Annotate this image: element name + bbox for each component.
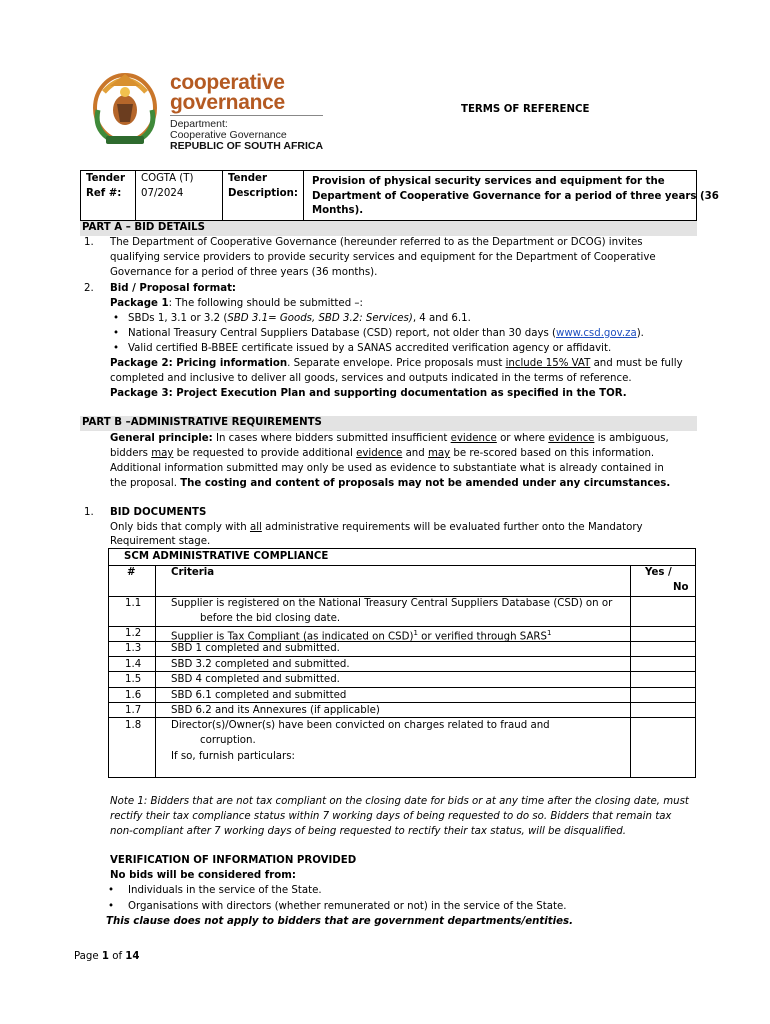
csd-link[interactable]: www.csd.gov.za [556,328,637,339]
bid-docs-line1: Only bids that comply with all administrative requirements will be evaluated further onto the Mandatory [110,522,643,533]
compliance-row-text: SBD 1 completed and submitted. [171,643,340,654]
tender-ref-value: COGTA (T) 07/2024 [141,173,194,199]
logo-word-governance: governance [170,91,285,114]
part-a-item1-num: 1. [84,237,94,248]
package2-line: Package 2: Pricing information. Separate envelope. Price proposals must include 15% VAT and must be fully [110,358,683,369]
general-principle-l2: bidders may be requested to provide additional evidence and may be re-scored based on this information. [110,448,655,459]
compliance-row-num: 1.3 [125,643,142,654]
compliance-row-num: 1.2 [125,628,142,639]
part-a-item2-num: 2. [84,283,94,294]
compliance-col-criteria: Criteria [171,567,215,578]
tender-ref-label: Tender Ref #: [86,173,125,199]
verification-heading: VERIFICATION OF INFORMATION PROVIDED [110,855,357,866]
logo-word-cooperative: cooperative [170,71,285,94]
tax-note: Note 1: Bidders that are not tax compliant on the closing date for bids or at any time after the closing date, must rectify their tax compliance status within 7 working days of being requested to do so. Bidders that remain tax non-compliant after 7 working days of being requested to rectify their tax status, will be disqualified. [110,796,689,838]
part-a-heading: PART A – BID DETAILS [82,222,206,233]
tender-table [80,170,719,221]
compliance-row-num: 1.5 [125,674,142,685]
compliance-col-yes: Yes / [645,567,672,578]
compliance-row-text: Director(s)/Owner(s) have been convicted on charges related to fraud and corruption. [171,720,550,747]
compliance-col-num: # [127,567,136,578]
compliance-row-num: 1.7 [125,705,142,716]
package1-bullet-sbd: SBDs 1, 3.1 or 3.2 (SBD 3.1= Goods, SBD 3.2: Services), 4 and 6.1. [128,313,471,324]
compliance-furnish: If so, furnish particulars: [171,751,295,762]
compliance-row-text: Supplier is registered on the National Treasury Central Suppliers Database (CSD) on or before the bid closing date. [171,598,613,625]
compliance-row-text: SBD 3.2 completed and submitted. [171,659,350,670]
compliance-row-num: 1.8 [125,720,142,731]
compliance-row-num: 1.6 [125,690,142,701]
package1-bullet-csd: National Treasury Central Suppliers Database (CSD) report, not older than 30 days (www.csd.gov.za). [128,328,644,339]
department-logo [90,70,330,152]
package1-line: Package 1: The following should be submitted –: [110,298,363,309]
general-principle-l1: General principle: In cases where bidders submitted insufficient evidence or where evidence is ambiguous, [110,433,669,444]
bullet-dot: • [108,885,115,896]
logo-divider [170,115,323,116]
verification-sub: No bids will be considered from: [110,870,296,881]
tender-description: Provision of physical security services and equipment for the Department of Cooperative Governance for a period of three years (36 Months). [312,176,719,216]
compliance-row-text: Supplier is Tax Compliant (as indicated on CSD)$^1$ or verified through SARS$^1$ [171,629,552,643]
bid-docs-num: 1. [84,507,94,518]
compliance-title: SCM ADMINISTRATIVE COMPLIANCE [124,551,329,562]
bullet-dot: • [113,343,120,354]
package3-line: Package 3: Project Execution Plan and supporting documentation as specified in the TOR. [110,388,627,399]
compliance-row-num: 1.4 [125,659,142,670]
compliance-row-text: SBD 6.2 and its Annexures (if applicable) [171,705,380,716]
compliance-row-text: SBD 6.1 completed and submitted [171,690,347,701]
package1-bullet-bbbee: Valid certified B-BBEE certificate issued by a SANAS accredited verification agency or affidavit. [128,343,612,354]
tender-desc-label: Tender Description: [228,173,298,199]
bullet-dot: • [108,901,115,912]
page-title: TERMS OF REFERENCE [461,104,590,115]
part-a-item1: The Department of Cooperative Governance (hereunder referred to as the Department or DCOG) invites qualifying service providers to provide security services and equipment for the Department of Cooperative Governance for a period of three years (36 months). [110,237,656,279]
verification-bullet-2: Organisations with directors (whether remunerated or not) in the service of the State. [128,901,567,912]
bid-docs-heading: BID DOCUMENTS [110,507,207,518]
compliance-row-num: 1.1 [125,598,142,609]
bid-docs-line2: Requirement stage. [110,536,211,547]
general-principle-l3: Additional information submitted may only be used as evidence to substantiate what is already contained in [110,463,664,474]
logo-dept-label: Department: [170,118,228,130]
logo-dept-name: Cooperative Governance [170,129,287,141]
compliance-col-no: No [673,582,689,593]
package2-line2: completed and inclusive to deliver all goods, services and outputs indicated in the terms of reference. [110,373,632,384]
coat-of-arms-icon [90,70,160,152]
verification-bullet-1: Individuals in the service of the State. [128,885,322,896]
logo-country: REPUBLIC OF SOUTH AFRICA [170,140,324,152]
page-number: Page 1 of 14 [74,951,140,962]
part-b-heading: PART B –ADMINISTRATIVE REQUIREMENTS [82,417,322,428]
bullet-dot: • [113,328,120,339]
part-a-item2-heading: Bid / Proposal format: [110,283,237,294]
verification-clause: This clause does not apply to bidders that are government departments/entities. [106,916,573,927]
bullet-dot: • [113,313,120,324]
compliance-row-text: SBD 4 completed and submitted. [171,674,340,685]
general-principle-l4: the proposal. The costing and content of proposals may not be amended under any circumstances. [110,478,671,489]
